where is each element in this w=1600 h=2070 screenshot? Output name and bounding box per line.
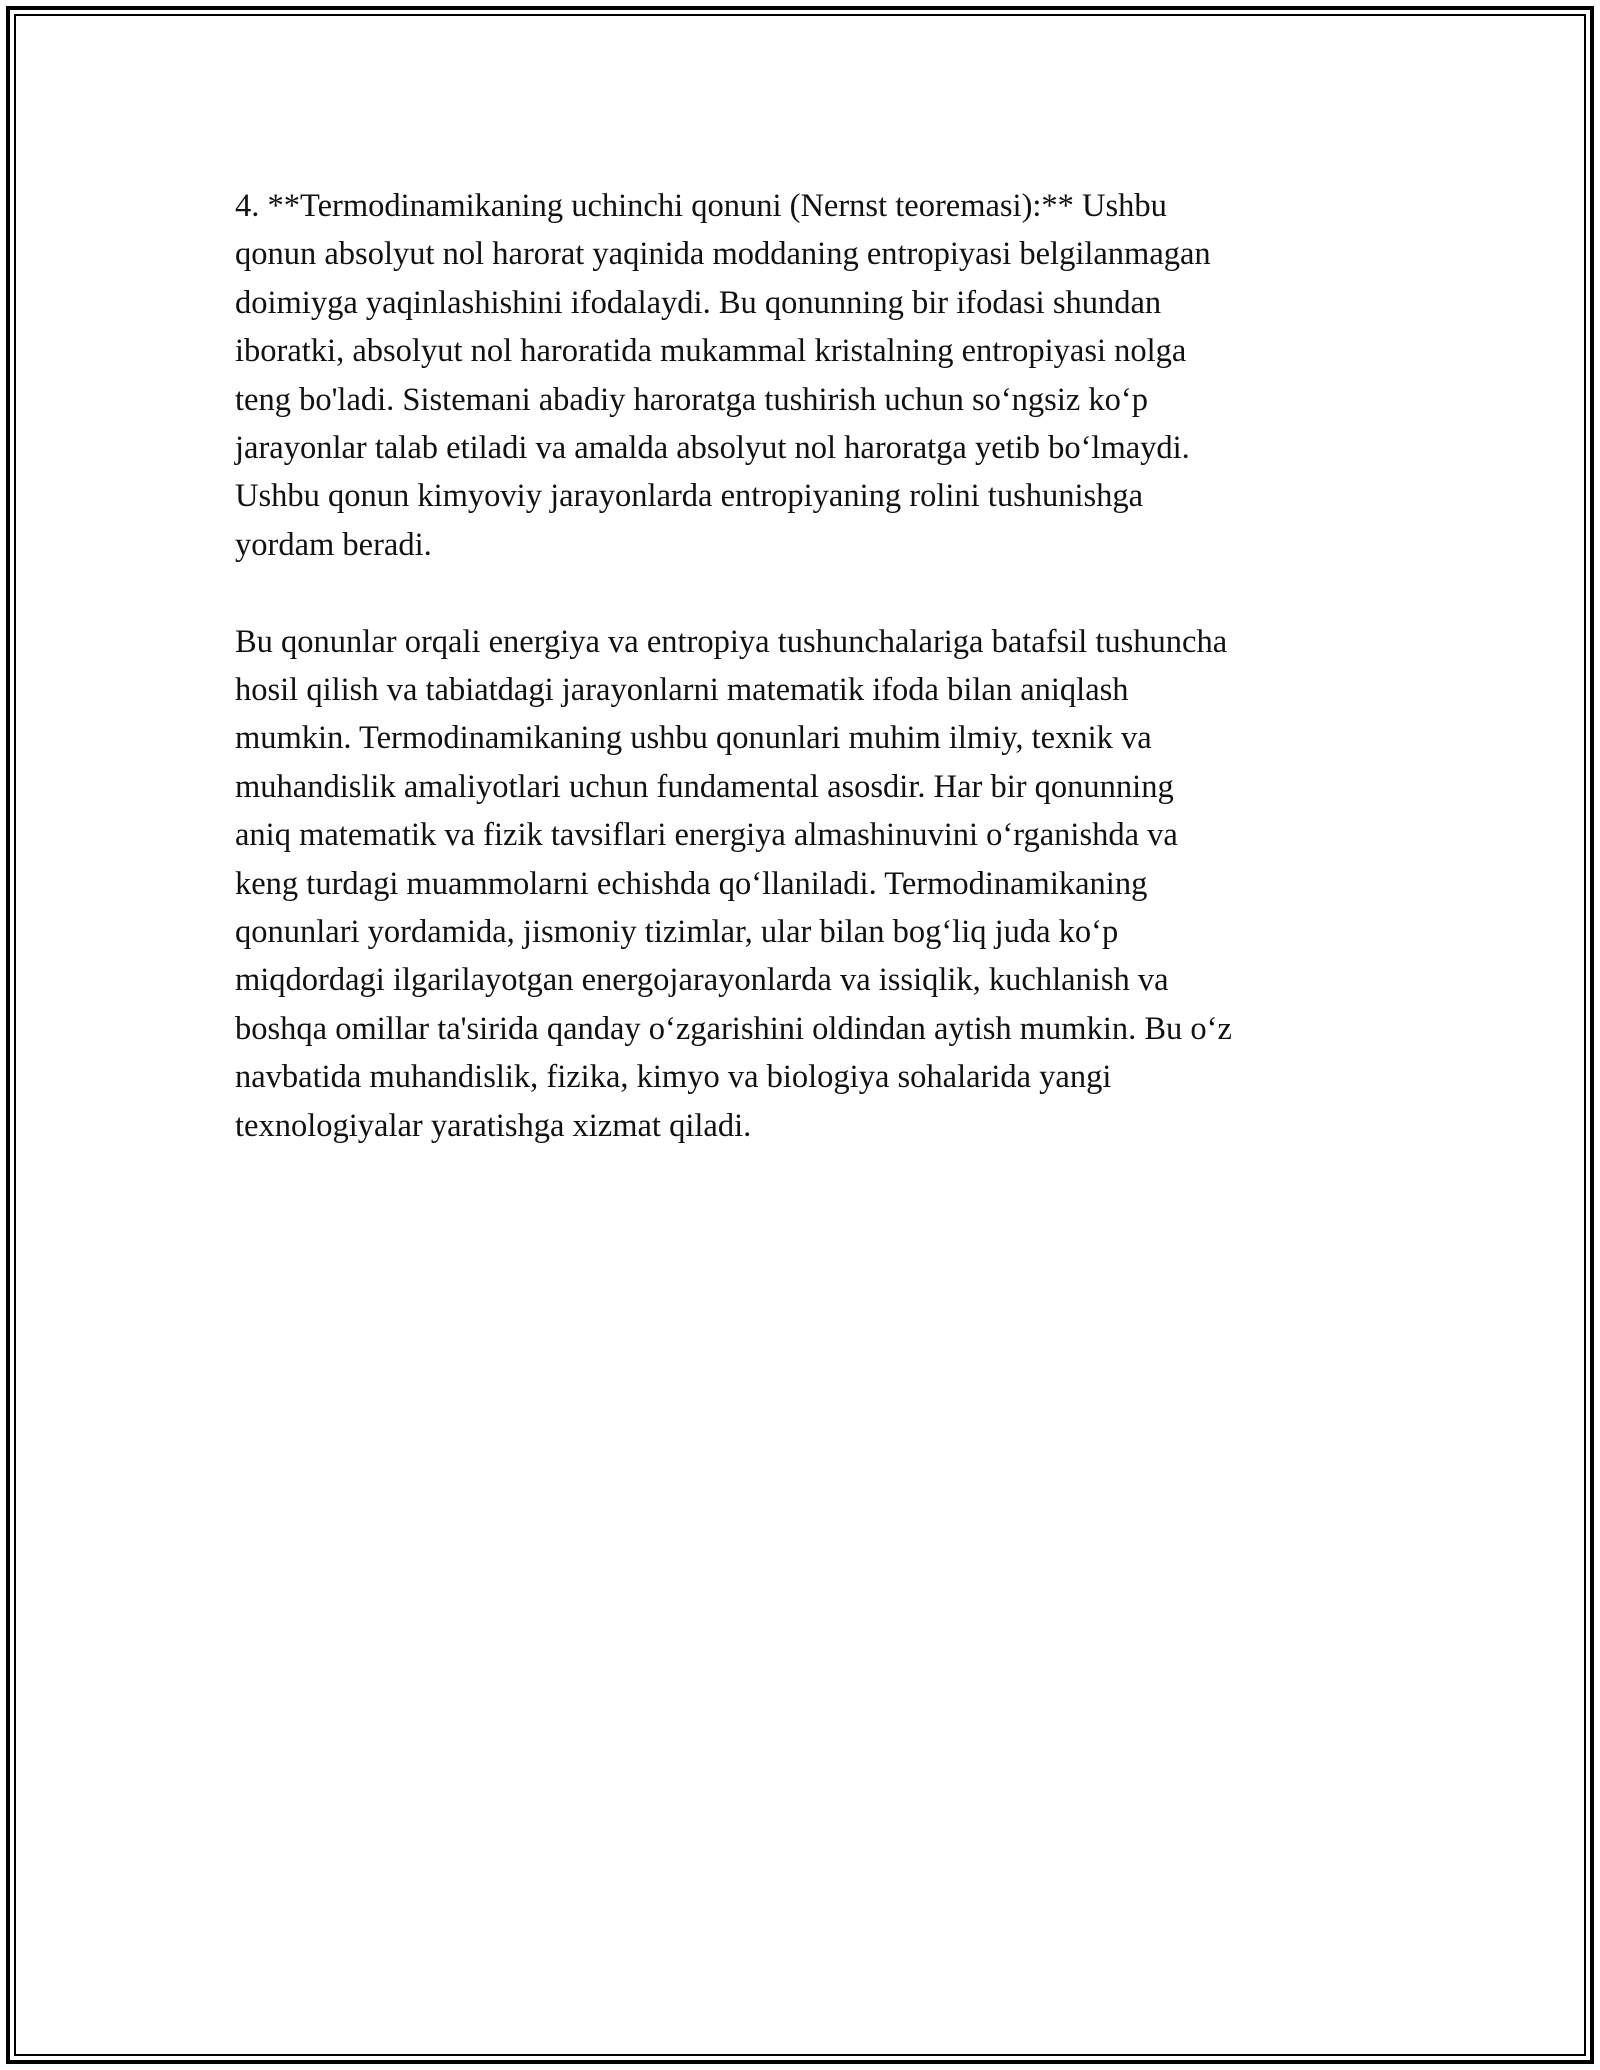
text-line: qonun absolyut nol harorat yaqinida moddaning entropiyasi belgilanmagan bbox=[235, 236, 1211, 273]
text-line: iboratki, absolyut nol haroratida mukammal kristalning entropiyasi nolga bbox=[235, 333, 1187, 370]
text-line: mumkin. Termodinamikaning ushbu qonunlari muhim ilmiy, texnik va bbox=[235, 720, 1152, 757]
text-line: teng bo'ladi. Sistemani abadiy haroratga tushirish uchun so‘ngsiz ko‘p bbox=[235, 381, 1148, 418]
text-line: keng turdagi muammolarni echishda qo‘llaniladi. Termodinamikaning bbox=[235, 865, 1148, 902]
text-line: texnologiyalar yaratishga xizmat qiladi. bbox=[235, 1107, 752, 1144]
text-line: doimiyga yaqinlashishini ifodalaydi. Bu qonunning bir ifodasi shundan bbox=[235, 284, 1162, 321]
text-line: Ushbu qonun kimyoviy jarayonlarda entropiyaning rolini tushunishga bbox=[235, 478, 1144, 515]
paragraph-third-law bbox=[235, 182, 1375, 569]
text-line: hosil qilish va tabiatdagi jarayonlarni matematik ifoda bilan aniqlash bbox=[235, 672, 1129, 709]
text-line: muhandislik amaliyotlari uchun fundamental asosdir. Har bir qonunning bbox=[235, 768, 1174, 805]
text-line: aniq matematik va fizik tavsiflari energiya almashinuvini o‘rganishda va bbox=[235, 817, 1178, 854]
text-line: Bu qonunlar orqali energiya va entropiya tushunchalariga batafsil tushuncha bbox=[235, 623, 1228, 660]
text-line: yordam beradi. bbox=[235, 526, 432, 563]
text-line: jarayonlar talab etiladi va amalda absolyut nol haroratga yetib bo‘lmaydi. bbox=[235, 430, 1190, 467]
text-line: navbatida muhandislik, fizika, kimyo va biologiya sohalarida yangi bbox=[235, 1059, 1112, 1096]
text-line: qonunlari yordamida, jismoniy tizimlar, ular bilan bog‘liq juda ko‘p bbox=[235, 914, 1119, 951]
text-line: 4. **Termodinamikaning uchinchi qonuni (Nernst teoremasi):** Ushbu bbox=[235, 188, 1167, 224]
text-line: boshqa omillar ta'sirida qanday o‘zgarishini oldindan aytish mumkin. Bu o‘z bbox=[235, 1010, 1232, 1047]
document-body bbox=[235, 182, 1375, 1199]
text-line: miqdordagi ilgarilayotgan energojarayonlarda va issiqlik, kuchlanish va bbox=[235, 962, 1169, 999]
paragraph-summary bbox=[235, 618, 1375, 1150]
